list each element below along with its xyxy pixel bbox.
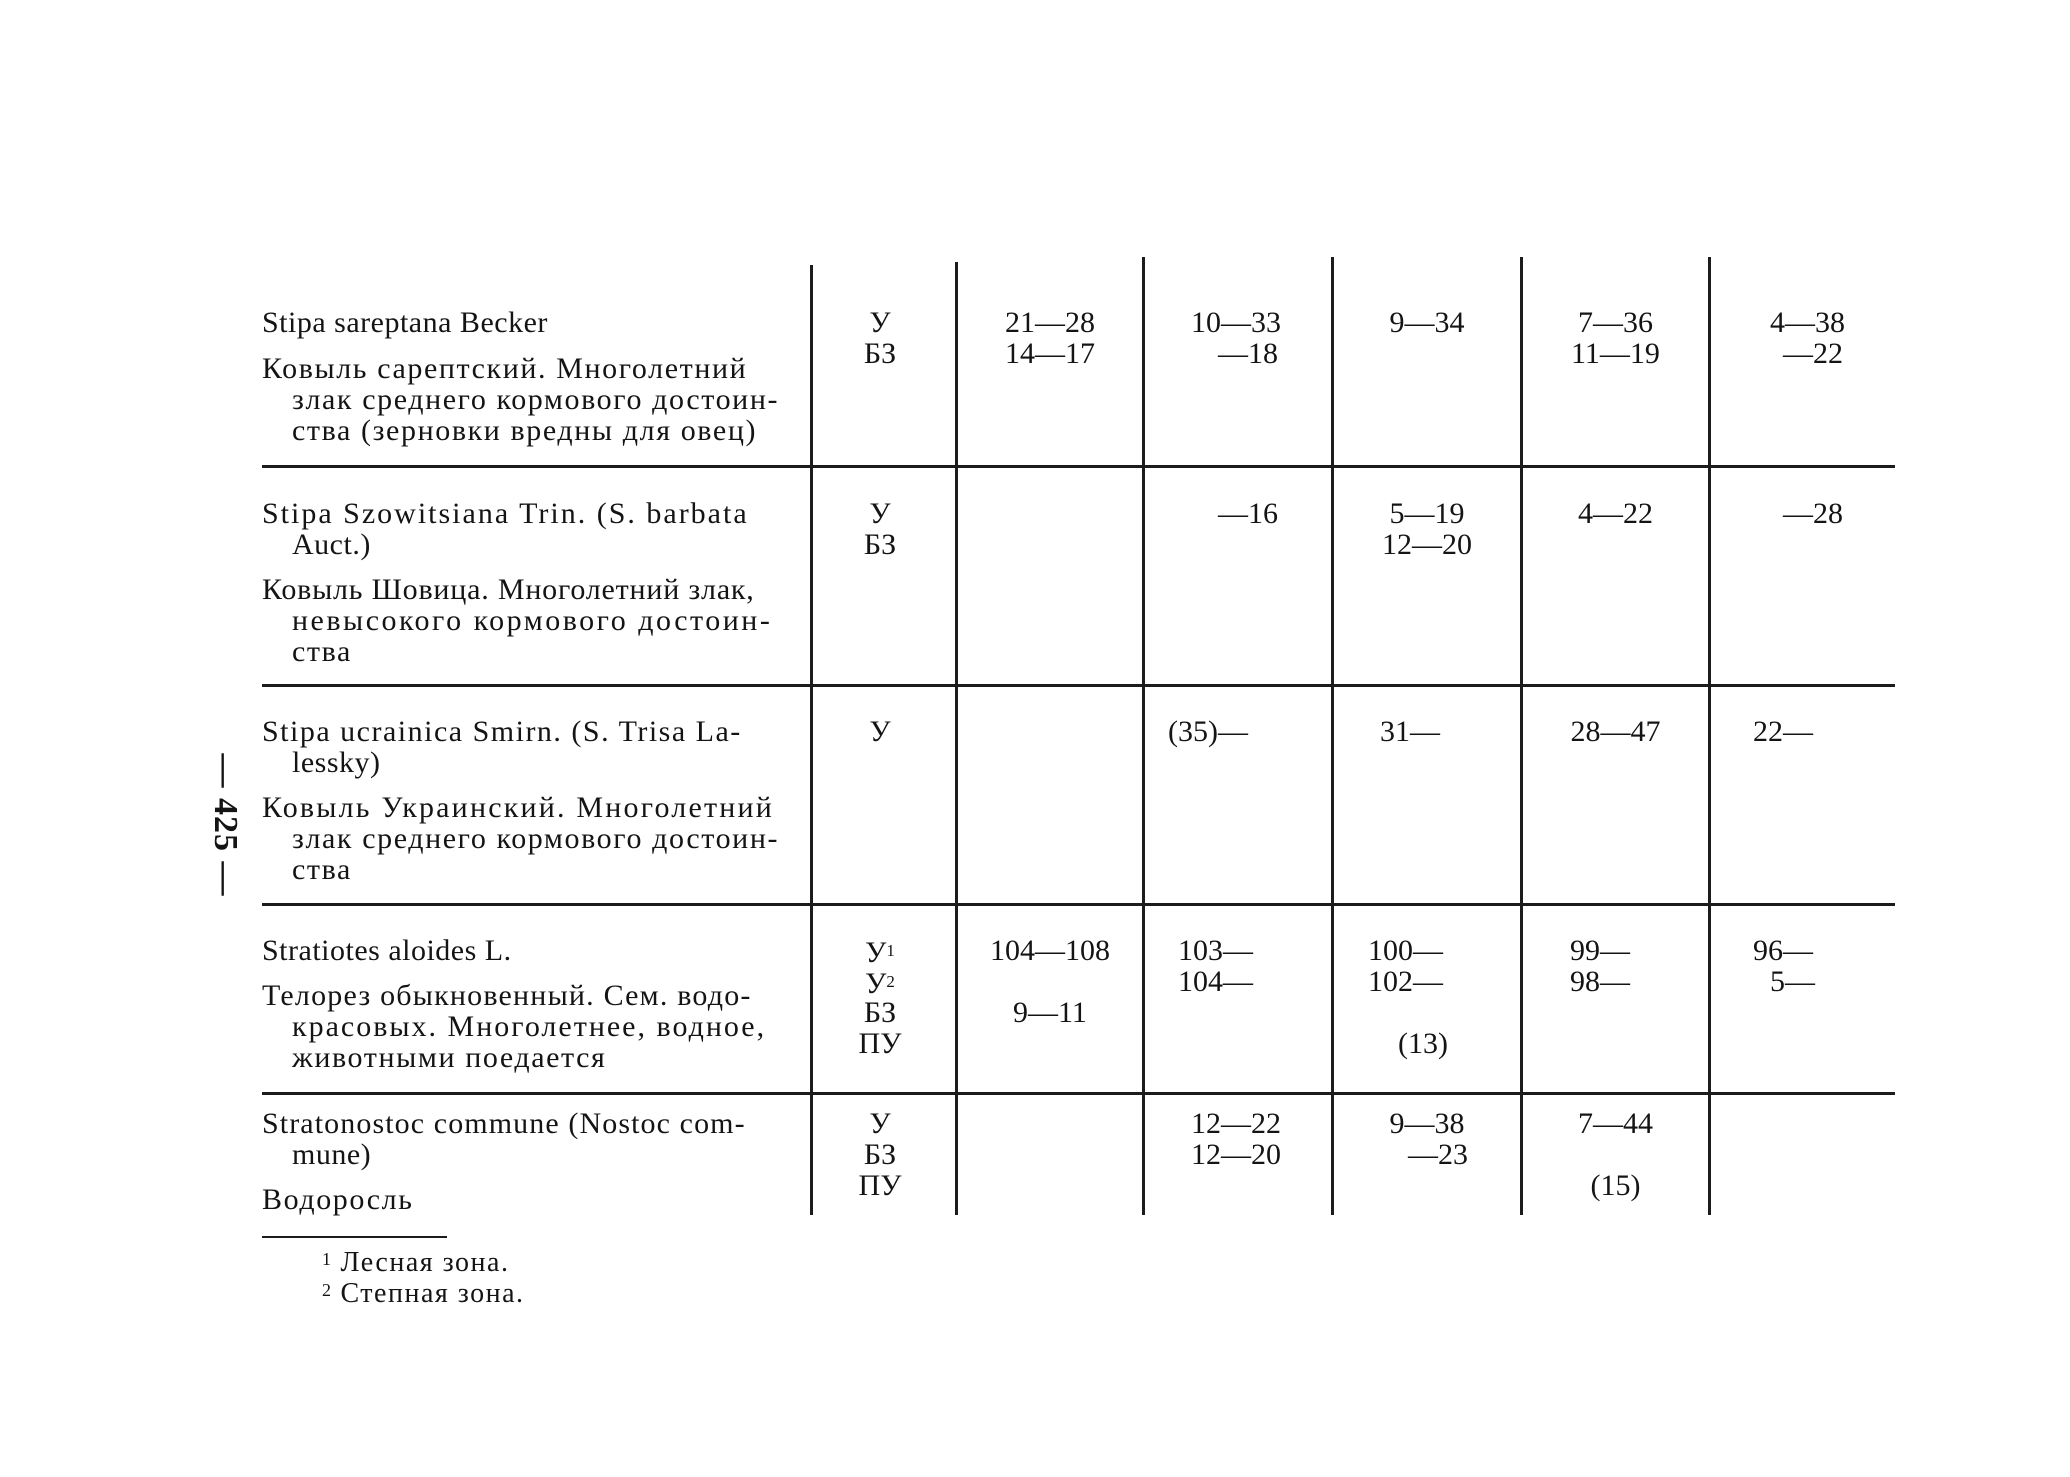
species-description: злак среднего кормового достоин-	[292, 822, 780, 855]
species-latin-name: Stipa sareptana Becker	[262, 306, 548, 339]
column-divider	[1331, 257, 1334, 1215]
value-cell: 9—34	[1389, 306, 1465, 339]
species-description: Ковыль сарептский. Многолетний	[262, 352, 748, 385]
zone-code: У	[869, 306, 891, 339]
value-cell: 4—38	[1770, 306, 1845, 339]
value-cell: 12—22	[1191, 1107, 1281, 1140]
value-cell: (15)	[1590, 1169, 1641, 1202]
column-divider	[810, 265, 813, 1215]
value-cell: 12—20	[1191, 1138, 1281, 1171]
species-description: ства	[292, 635, 352, 668]
value-cell: 4—22	[1578, 497, 1653, 530]
species-latin-name: Stratiotes aloides L.	[262, 934, 512, 967]
value-cell: (35)—	[1168, 715, 1248, 748]
value-cell: —22	[1783, 337, 1843, 370]
species-latin-name: mune)	[292, 1138, 372, 1171]
value-cell: 11—19	[1571, 337, 1660, 370]
zone-code: У	[869, 715, 891, 748]
value-cell: —23	[1408, 1138, 1468, 1171]
value-cell: 104—108	[990, 934, 1110, 967]
value-cell: —16	[1218, 497, 1278, 530]
zone-code: У	[869, 497, 891, 530]
column-divider	[1142, 257, 1145, 1215]
value-cell: 98—	[1570, 965, 1630, 998]
zone-code: $У^1$	[865, 936, 895, 969]
zone-code: ПУ	[858, 1027, 902, 1060]
value-cell: 103—	[1178, 934, 1253, 967]
column-divider	[955, 262, 958, 1215]
species-description: Водоросль	[262, 1183, 414, 1216]
value-cell: 31—	[1380, 715, 1440, 748]
value-cell: 100—	[1368, 934, 1443, 967]
species-description: Ковыль Шовица. Многолетний злак,	[262, 573, 755, 606]
value-cell: —18	[1218, 337, 1278, 370]
species-description: красовых. Многолетнее, водное,	[292, 1010, 767, 1043]
value-cell: 22—	[1753, 715, 1813, 748]
zone-code: БЗ	[863, 337, 897, 370]
value-cell: 102—	[1368, 965, 1443, 998]
zone-code: $У^2$	[865, 967, 895, 1000]
row-divider	[262, 465, 1895, 468]
value-cell: 21—28	[1005, 306, 1095, 339]
column-divider	[1708, 257, 1711, 1215]
zone-code: У	[869, 1107, 891, 1140]
footnote-rule	[262, 1236, 447, 1238]
value-cell: 5—19	[1389, 497, 1465, 530]
zone-code: БЗ	[863, 996, 897, 1029]
value-cell: 99—	[1570, 934, 1630, 967]
species-description: животными поедается	[292, 1041, 607, 1074]
species-description: Телорез обыкновенный. Сем. водо-	[262, 979, 752, 1012]
value-cell: (13)	[1398, 1027, 1448, 1060]
value-cell: 7—36	[1578, 306, 1653, 339]
species-description: ства	[292, 853, 352, 886]
value-cell: 96—	[1753, 934, 1813, 967]
row-divider	[262, 1092, 1895, 1095]
value-cell: 104—	[1178, 965, 1253, 998]
species-latin-name: lessky)	[292, 746, 381, 779]
value-cell: 5—	[1770, 965, 1815, 998]
value-cell: 28—47	[1570, 715, 1661, 748]
species-latin-name: Stratonostoc commune (Nostoc com-	[262, 1107, 746, 1140]
value-cell: 10—33	[1191, 306, 1281, 339]
page-number: — 425 —	[207, 753, 244, 897]
row-divider	[262, 684, 1895, 687]
value-cell: —28	[1783, 497, 1843, 530]
value-cell: 9—38	[1389, 1107, 1465, 1140]
species-latin-name: Stipa Szowitsiana Trin. (S. barbata	[262, 497, 749, 530]
zone-code: БЗ	[863, 1138, 897, 1171]
species-description: ства (зерновки вредны для овец)	[292, 414, 758, 447]
value-cell: 9—11	[1013, 996, 1087, 1029]
value-cell: 12—20	[1382, 528, 1472, 561]
zone-code: ПУ	[858, 1169, 902, 1202]
species-description: злак среднего кормового достоин-	[292, 383, 780, 416]
footnote: $^2$ Степная зона.	[322, 1278, 525, 1309]
value-cell: 14—17	[1005, 337, 1095, 370]
species-description: Ковыль Украинский. Многолетний	[262, 791, 775, 824]
row-divider	[262, 903, 1895, 906]
species-latin-name: Auct.)	[292, 528, 371, 561]
zone-code: БЗ	[863, 528, 897, 561]
species-description: невысокого кормового достоин-	[292, 604, 773, 637]
species-latin-name: Stipa ucrainica Smirn. (S. Trisa La-	[262, 715, 742, 748]
value-cell: 7—44	[1578, 1107, 1653, 1140]
footnote: $^1$ Лесная зона.	[322, 1247, 510, 1278]
